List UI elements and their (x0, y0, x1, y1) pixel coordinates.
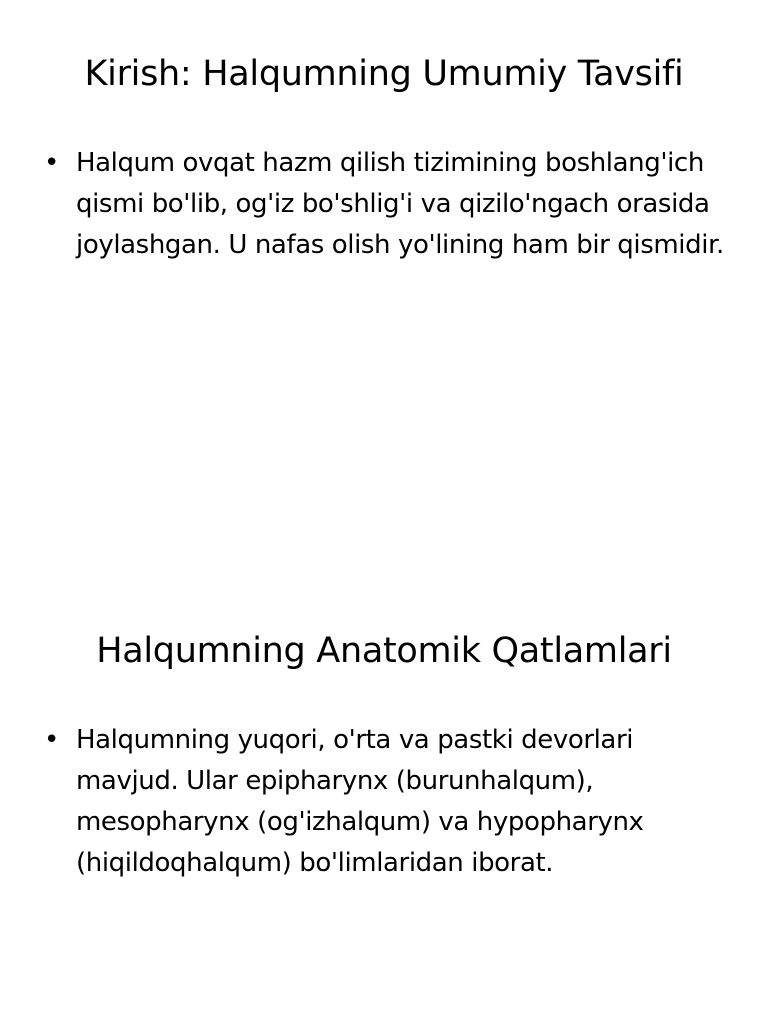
bullet-text: Halqumning yuqori, o'rta va pastki devorlari mavjud. Ular epipharynx (burunhalqum), mesopharynx (og'izhalqum) va hypopharynx (hiqildoqhalqum) bo'limlaridan iborat. (76, 725, 644, 878)
slide-title: Kirish: Halqumning Umumiy Tavsifi (84, 54, 684, 94)
slide-title: Halqumning Anatomik Qatlamlari (96, 631, 672, 671)
bullet-list (44, 143, 724, 266)
bullet-dot: • (44, 725, 59, 755)
bullet-item (44, 143, 724, 266)
slide-2 (0, 512, 768, 1024)
bullet-item (44, 720, 724, 884)
bullet-text: Halqum ovqat hazm qilish tizimining boshlang'ich qismi bo'lib, og'iz bo'shlig'i va qizilo'ngach orasida joylashgan. U nafas olish yo'lining ham bir qismidir. (76, 148, 724, 260)
bullet-dot: • (44, 148, 59, 178)
bullet-list (44, 720, 724, 884)
